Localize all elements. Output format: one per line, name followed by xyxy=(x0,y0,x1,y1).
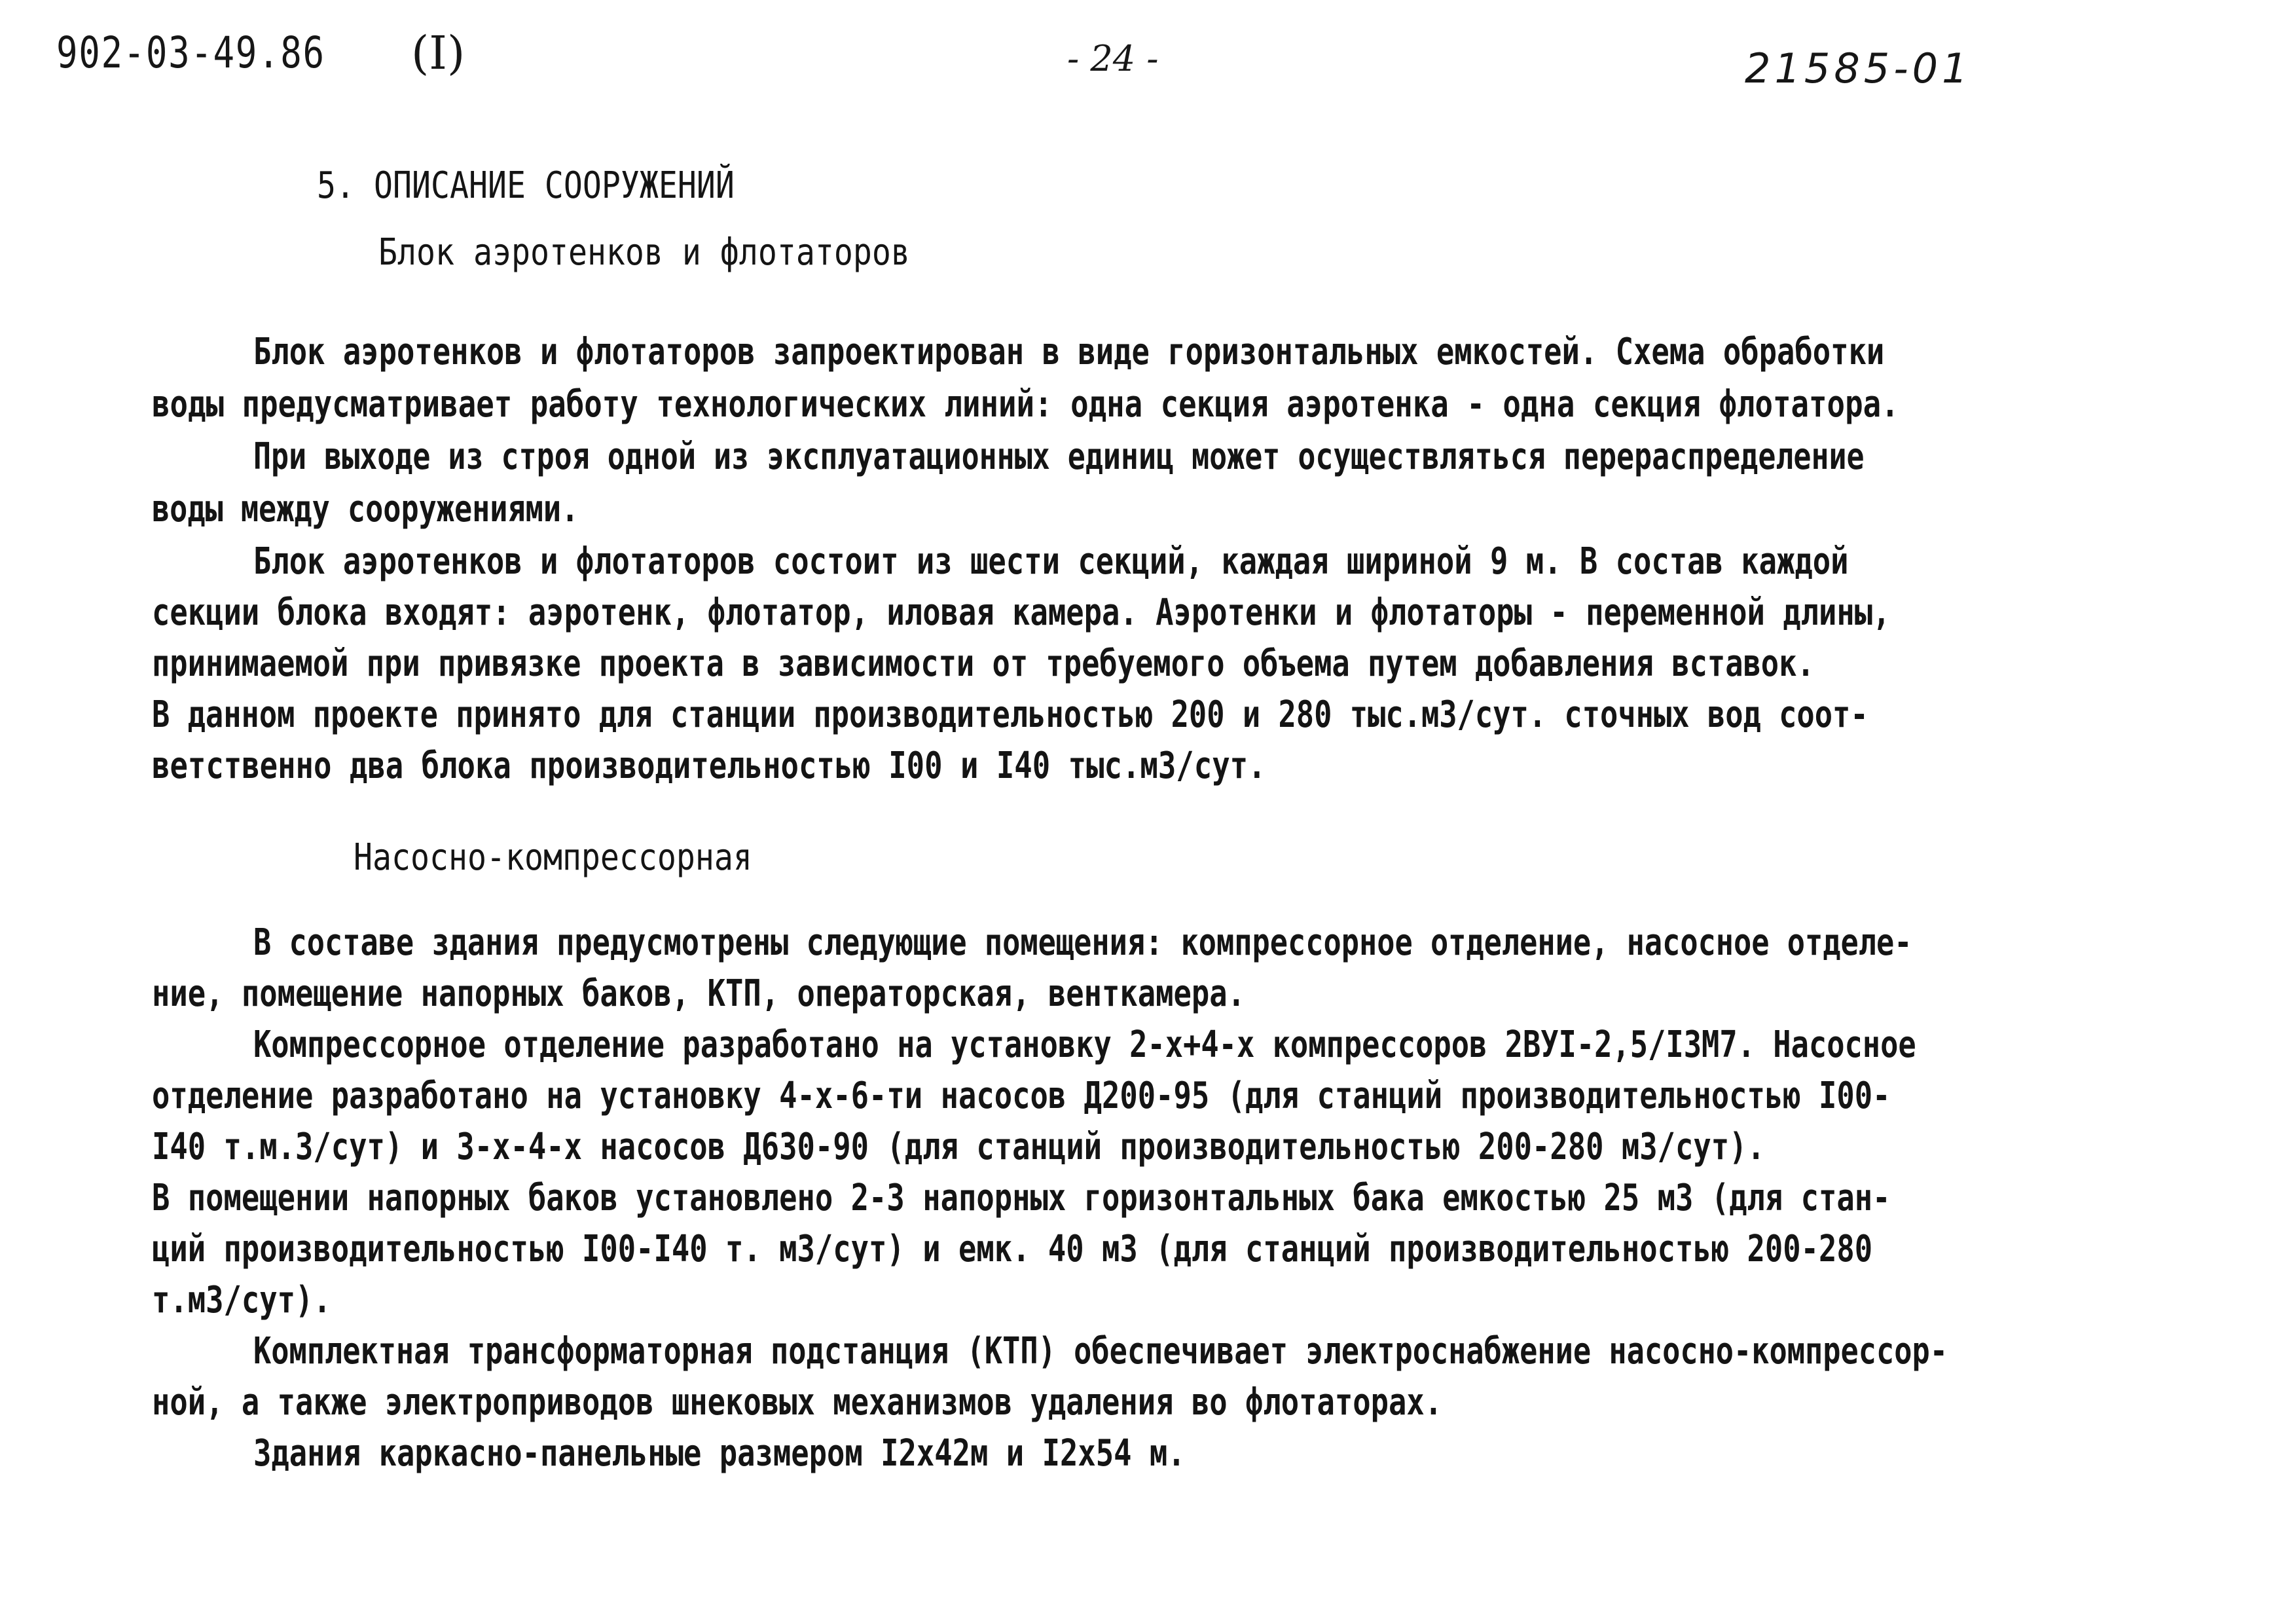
text-line: воды между сооружениями. xyxy=(152,488,579,530)
text-line: В данном проекте принято для станции производительностью 200 и 280 тыс.м3/сут. сточных вод соот- xyxy=(152,693,1868,736)
text-line: Блок аэротенков и флотаторов состоит из шести секций, каждая шириной 9 м. В состав каждой xyxy=(253,540,1849,583)
text-line: ние, помещение напорных баков, КТП, операторская, венткамера. xyxy=(152,972,1245,1015)
text-line: секции блока входят: аэротенк, флотатор, иловая камера. Аэротенки и флотаторы - переменной длины, xyxy=(152,591,1891,634)
text-line: В составе здания предусмотрены следующие помещения: компрессорное отделение, насосное отделе- xyxy=(253,921,1912,964)
subsection-aerotanks-heading: Блок аэротенков и флотаторов xyxy=(378,231,910,274)
text-line: ций производительностью I00-I40 т. м3/сут) и емк. 40 м3 (для станций производительностью 200-280 xyxy=(152,1228,1873,1270)
text-line: В помещении напорных баков установлено 2-3 напорных горизонтальных бака емкостью 25 м3 (для стан- xyxy=(152,1177,1891,1219)
text-line: Комплектная трансформаторная подстанция (КТП) обеспечивает электроснабжение насосно-компрессор- xyxy=(253,1330,1948,1373)
inventory-number: 21585-01 xyxy=(1745,45,1972,92)
text-line: Блок аэротенков и флотаторов запроектирован в виде горизонтальных емкостей. Схема обработки xyxy=(253,331,1885,373)
text-line: ной, а также электроприводов шнековых механизмов удаления во флотаторах. xyxy=(152,1381,1443,1424)
text-line: принимаемой при привязке проекта в зависимости от требуемого объема путем добавления вставок. xyxy=(152,642,1815,685)
text-line: При выходе из строя одной из эксплуатационных единиц может осуществляться перераспределение xyxy=(253,435,1865,478)
document-code: 902-03-49.86 xyxy=(56,28,325,78)
text-line: Компрессорное отделение разработано на установку 2-х+4-х компрессоров 2ВУI-2,5/I3М7. Насосное xyxy=(253,1024,1916,1066)
text-line: отделение разработано на установку 4-х-6-ти насосов Д200-95 (для станций производительностью I00- xyxy=(152,1075,1891,1117)
text-line: воды предусматривает работу технологических линий: одна секция аэротенка - одна секция флотатора. xyxy=(152,383,1899,426)
text-line: ветственно два блока производительностью I00 и I40 тыс.м3/сут. xyxy=(152,745,1266,787)
text-line: т.м3/сут). xyxy=(152,1279,331,1321)
page-number: - 24 - xyxy=(1067,38,1159,79)
subsection-pump-compressor-heading: Насосно-компрессорная xyxy=(354,836,752,879)
section-title: 5. ОПИСАНИЕ СООРУЖЕНИЙ xyxy=(317,164,735,207)
text-line: I40 т.м.3/сут) и 3-х-4-х насосов Д630-90 (для станций производительностью 200-280 м3/сут). xyxy=(152,1126,1765,1168)
sheet-marker: (I) xyxy=(411,26,465,80)
text-line: Здания каркасно-панельные размером I2х42м и I2х54 м. xyxy=(253,1432,1186,1475)
